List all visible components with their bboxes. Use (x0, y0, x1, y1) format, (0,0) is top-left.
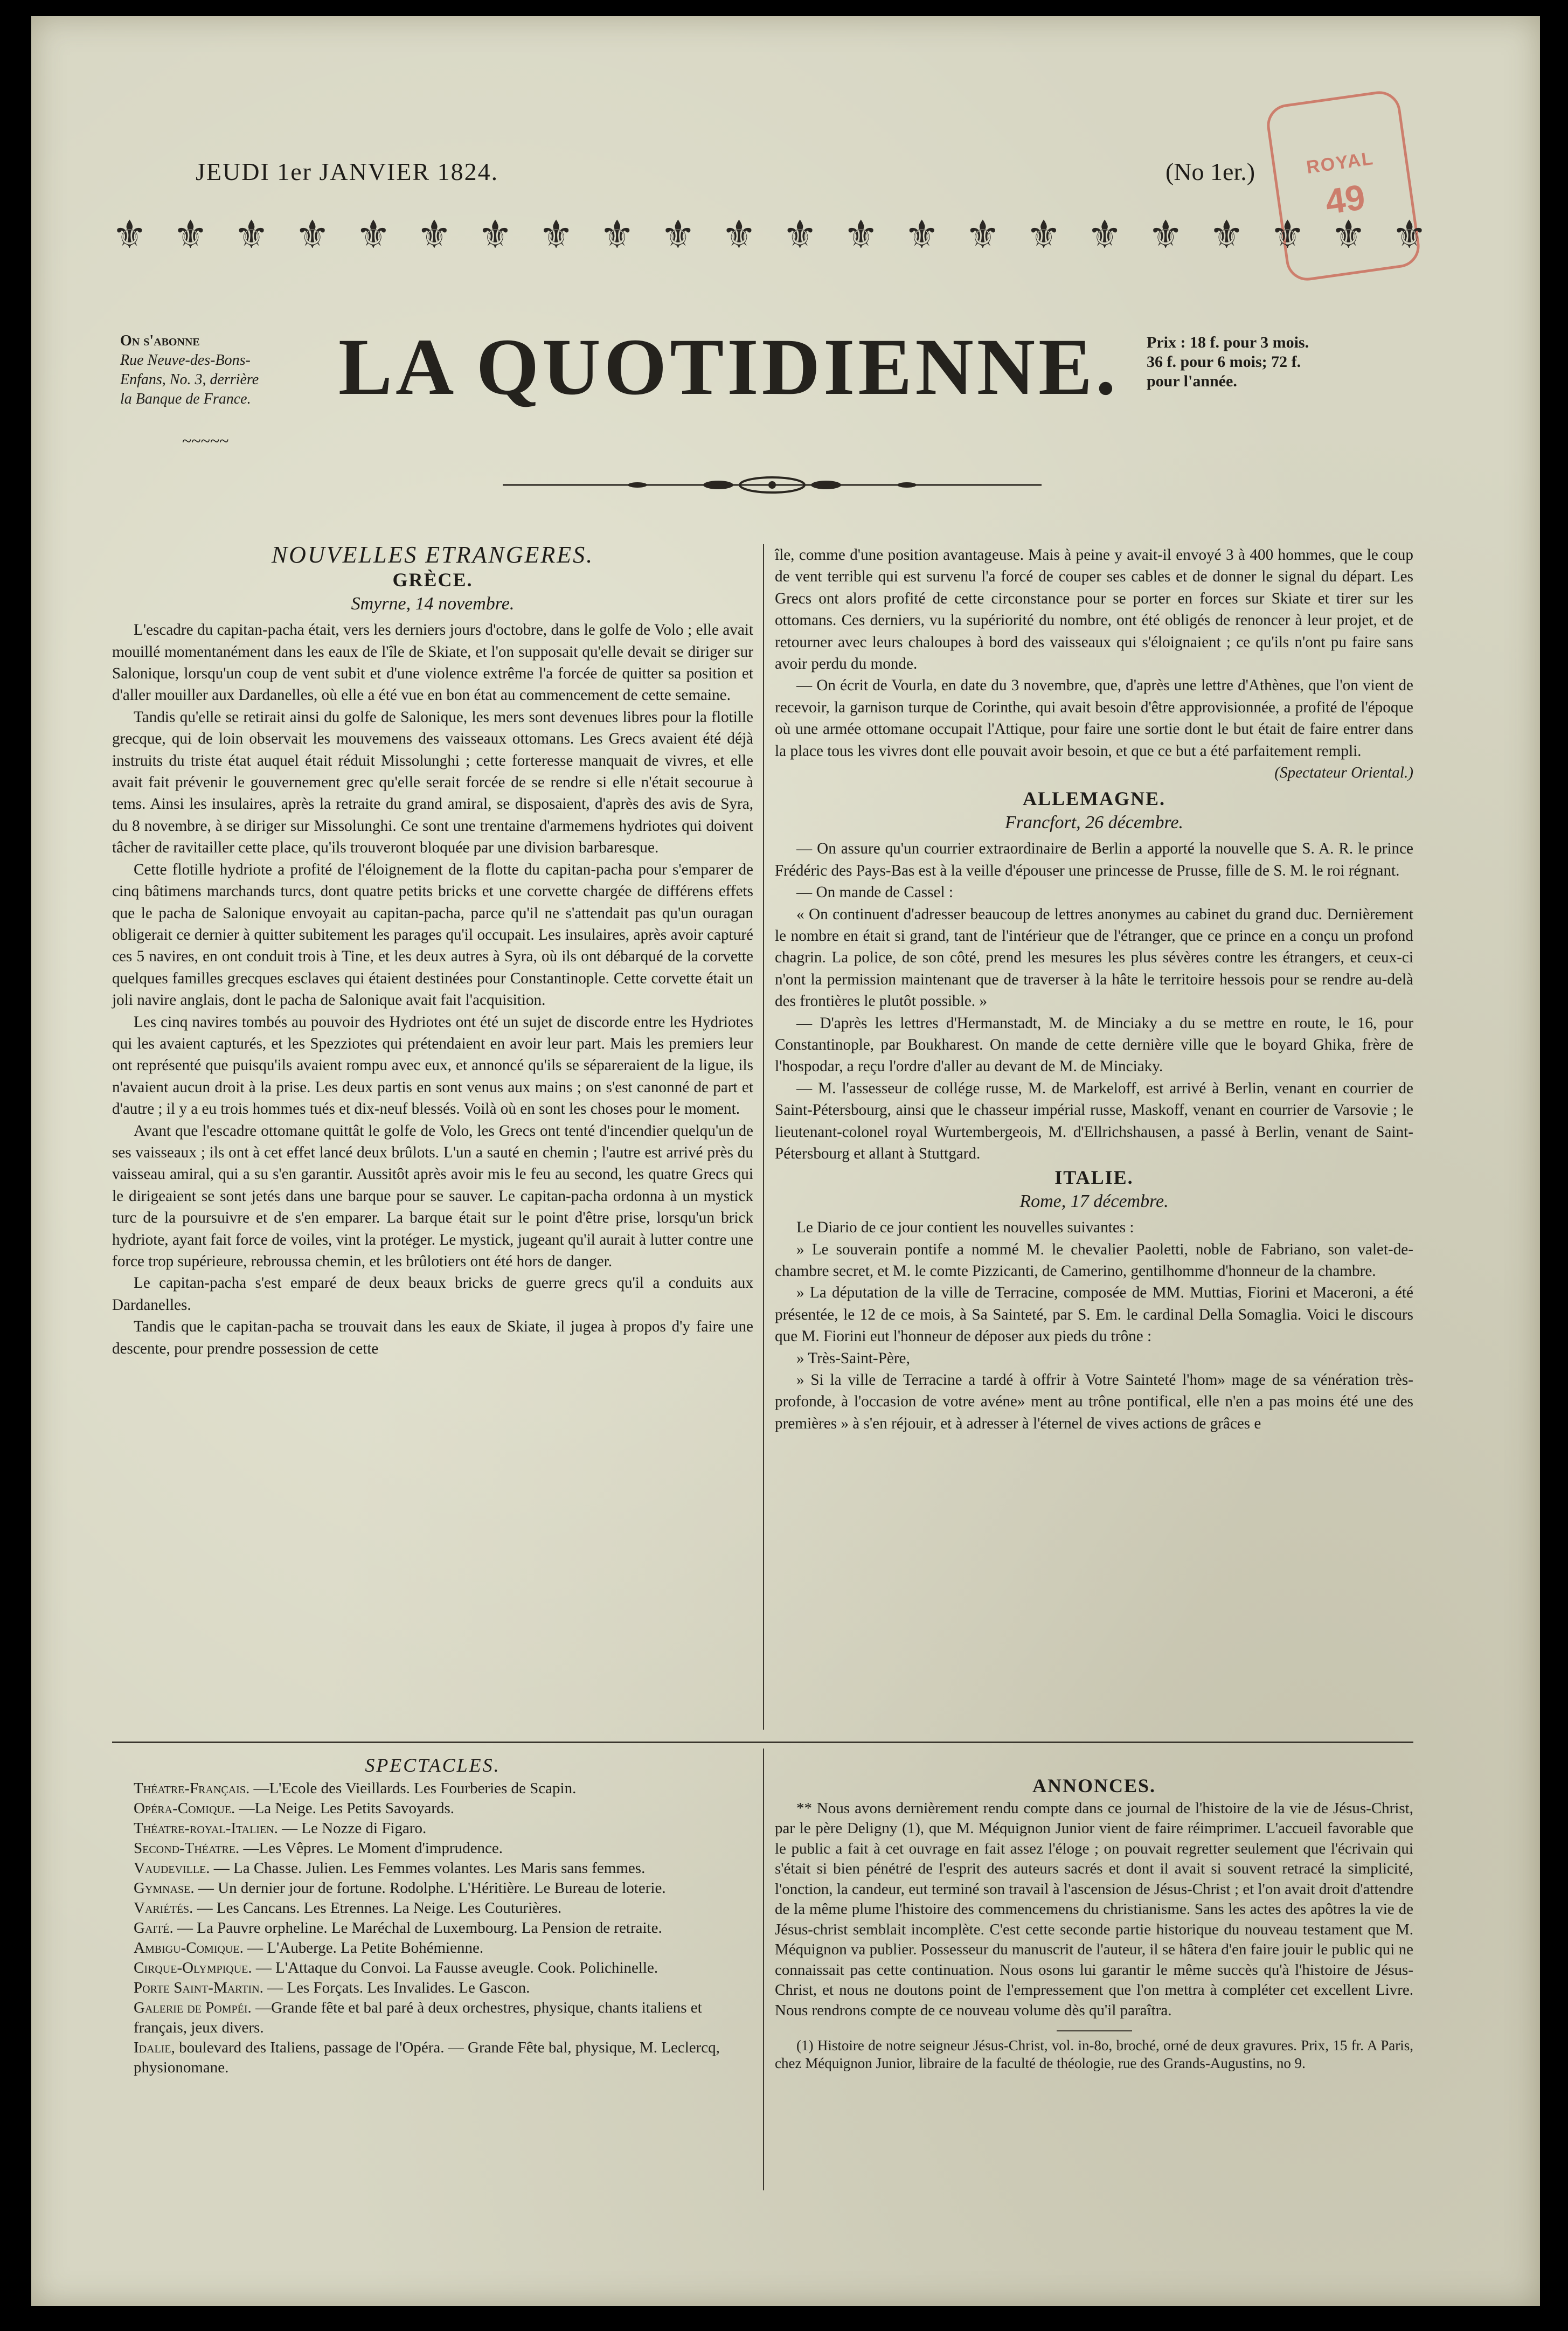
dateline: JEUDI 1er JANVIER 1824. (196, 158, 499, 185)
country-heading: ITALIE. (1054, 1167, 1134, 1189)
article-paragraph: île, comme d'une position avantageuse. Mais à peine y avait-il envoyé 3 à 400 hommes, que le coup de vent terrible qui est survenu l'a forcé de couper ses cables et de donner le signal du départ. Les Grecs ont alors profité de cette circonstance pour se porter en forces sur Skiate et tirer sur les ottomans. Ces derniers, vu la supériorité du nombre, ont été obligés de renoncer à leur projet, et de retourner avec leurs chaloupes à bord des vaisseaux qui s'éloignaient ; ce qu'ils n'ont pu faire sans avoir perdu du monde. (775, 546, 1413, 673)
abonne-line: la Banque de France. (120, 391, 251, 407)
spectacle-entry (112, 1958, 753, 1978)
country-heading: GRÈCE. (392, 569, 473, 591)
fleur-de-lis-icon: ⚜ (234, 212, 269, 257)
subscription-address (120, 331, 303, 409)
spectacle-entry (112, 1799, 753, 1819)
article-paragraph: » Le souverain pontife a nommé M. le chevalier Paoletti, noble de Fabriano, son valet-de-chambre secret, et M. le comte Pizzicanti, de Camerino, gentilhomme d'honneur de la chambre. (775, 1240, 1413, 1280)
masthead-title: LA QUOTIDIENNE. (338, 322, 1119, 412)
abonne-line: Rue Neuve-des-Bons- (120, 352, 251, 369)
theatre-name: Théatre-royal-Italien. (134, 1820, 278, 1837)
theatre-program: — Les Forçats. Les Invalides. Le Gascon. (267, 1979, 530, 1996)
spectacle-entry (112, 1858, 753, 1878)
theatre-name: Ambigu-Comique. (134, 1939, 244, 1957)
theatre-program: — Le Nozze di Figaro. (282, 1820, 427, 1837)
article-paragraph: Tandis que le capitan-pacha se trouvait dans les eaux de Skiate, il jugea à propos d'y faire une descente, pour prendre possession de cette (112, 1318, 753, 1357)
fleur-de-lis-icon: ⚜ (356, 212, 391, 257)
fleur-de-lis-icon: ⚜ (843, 212, 878, 257)
fleur-de-lis-icon: ⚜ (782, 212, 817, 257)
place-dateline: Smyrne, 14 novembre. (351, 593, 515, 614)
article-paragraph: » Si la ville de Terracine a tardé à offrir à Votre Sainteté l'hom» mage de sa vénération très-profonde, à l'occasion de votre avéne» ment au trône pontifical, elle n'en a pas moins été une des premières » à s'en réjouir, et à adresser à l'éternel de vives actions de grâces e (775, 1371, 1413, 1432)
spectacle-entry (112, 1978, 753, 1998)
spectacles-listing (112, 1756, 753, 2078)
theatre-name: Galerie de Pompéi. (134, 1999, 252, 2016)
annonce-footnote: (1) Histoire de notre seigneur Jésus-Christ, vol. in-8o, broché, orné de deux gravures. Prix, 15 fr. A Paris, chez Méquignon Junior, libraire de la faculté de théologie, rue des Grands-Augustins, no 9. (775, 2037, 1413, 2071)
article-paragraph: — D'après les lettres d'Hermanstadt, M. de Minciaky a du se mettre en route, le 16, pour Constantinople, par Boukharest. On mande de cette dernière ville que le boyard Ghika, frère de l'hospodar, a reçu l'ordre d'aller au devant de M. de Minciaky. (775, 1014, 1413, 1076)
abonne-line: Enfans, No. 3, derrière (120, 371, 259, 388)
spectacle-entry (112, 2038, 753, 2078)
theatre-program: — Un dernier jour de fortune. Rodolphe. L'Héritière. Le Bureau de loterie. (198, 1879, 666, 1897)
place-dateline: Francfort, 26 décembre. (1004, 812, 1184, 832)
theatre-program: boulevard des Italiens, passage de l'Opéra. — Grande Fête bal, physique, M. Leclercq, physionomane. (134, 2039, 720, 2076)
section-rule (112, 1742, 1413, 1743)
theatre-program: — La Chasse. Julien. Les Femmes volantes. Les Maris sans femmes. (213, 1860, 646, 1877)
fleur-de-lis-icon: ⚜ (1148, 212, 1183, 257)
price-line: Prix : 18 f. pour 3 mois. (1147, 334, 1309, 351)
spectacles-list (112, 1779, 753, 2078)
subscription-price (1147, 333, 1405, 391)
article-paragraph: — On écrit de Vourla, en date du 3 novembre, que, d'après une lettre d'Athènes, que l'on vient de recevoir, la garnison turque de Corinthe, qui avait besoin d'être approvisionnée, a profité de l'époque où une armée ottomane occupait l'Attique, pour faire une sortie dont le but était de faire entrer dans la place tous les vivres dont elle pouvait avoir besoin, et que ce but a été parfaitement rempli. (775, 677, 1413, 760)
theatre-program: —La Neige. Les Petits Savoyards. (239, 1800, 455, 1817)
article-paragraph: Tandis qu'elle se retirait ainsi du golfe de Salonique, les mers sont devenues libres pour la flotille grecque, qui de loin observait les mouvemens des vaisseaux ottomans. Les Grecs avaient été déjà instruits du triste état auquel était réduit Missolunghi ; cette forteresse manquait de vivres, et elle avait fait prévenir le gouvernement grec qu'elle serait forcée de se rendre si elle n'était secourue à tems. Ainsi les insulaires, après la retraite du grand amiral, se disposaient, d'après des avis de Syra, du 8 novembre, à se diriger sur Missolunghi. Ce sont une trentaine d'armemens hydriotes qui doivent tâcher de ravitailler cette place, qu'ils trouveront bloquée par une division barbaresque. (112, 708, 753, 857)
column-rule (763, 544, 764, 1730)
section-heading: NOUVELLES ETRANGERES. (271, 542, 594, 568)
article-paragraph: » Très-Saint-Père, (796, 1349, 910, 1367)
fleur-de-lis-icon: ⚜ (295, 212, 330, 257)
left-column (112, 544, 753, 1359)
annonces-heading: ANNONCES. (1032, 1775, 1156, 1796)
article-paragraph: Le capitan-pacha s'est emparé de deux beaux bricks de guerre grecs qu'il a conduits aux Dardanelles. (112, 1274, 753, 1314)
article-paragraph: Cette flotille hydriote a profité de l'éloignement de la flotte du capitan-pacha pour s'emparer de cinq bâtimens marchands turcs, dont quatre petits bricks et une corvette chargée de différens effets que le pacha de Salonique envoyait au capitan-pacha, parce qu'il ne s'attendait pas qu'un ouragan obligerait ce dernier à quitter subitement les parages qu'il occupait. Les insulaires, après avoir capturé ces 5 navires, en ont conduit trois à Tine, et les deux autres à Syra, où ils ont débarqué de la corvette quelques familles grecques esclaves qui étaient destinées pour Constantinople. Cette corvette était un joli navire anglais, dont le pacha de Salonique avait fait l'acquisition. (112, 861, 753, 1009)
issue-number: (No 1er.) (1165, 158, 1255, 185)
article-paragraph: L'escadre du capitan-pacha était, vers les derniers jours d'octobre, dans le golfe de Volo ; elle avait mouillé momentanément dans les eaux de l'île de Skiate, et l'on supposait qu'elle devait se diriger sur Salonique, lorsqu'un coup de vent subit et d'une violence extrême l'a forcée de quitter sa position et d'aller mouiller aux Dardanelles, où elle a été vue en bon état au commencement de cette semaine. (112, 621, 753, 704)
theatre-name: Variétés. (134, 1899, 193, 1917)
fleur-de-lis-icon: ⚜ (1209, 212, 1244, 257)
right-column (775, 544, 1413, 1434)
fleur-de-lis-icon: ⚜ (660, 212, 696, 257)
article-paragraph: Le Diario de ce jour contient les nouvelles suivantes : (796, 1219, 1134, 1237)
fleur-de-lis-icon: ⚜ (1270, 212, 1305, 257)
stamp-number: 49 (1322, 176, 1368, 222)
spectacle-entry (112, 1779, 753, 1799)
theatre-name: Opéra-Comique. (134, 1800, 235, 1817)
theatre-name: Vaudeville. (134, 1860, 210, 1877)
spectacle-entry (112, 1938, 753, 1958)
spectacle-entry (112, 1998, 753, 2038)
fleur-de-lis-border (112, 210, 1427, 259)
article-paragraph: — On mande de Cassel : (796, 884, 954, 901)
fleur-de-lis-icon: ⚜ (965, 212, 1001, 257)
abonne-lead: On s'abonne (120, 332, 200, 349)
theatre-program: — Les Cancans. Les Etrennes. La Neige. Les Couturières. (197, 1899, 562, 1917)
column-rule (763, 1749, 764, 2190)
fleur-de-lis-icon: ⚜ (173, 212, 208, 257)
spectacle-entry (112, 1898, 753, 1918)
theatre-name: Théatre-Français. (134, 1780, 250, 1797)
fleur-de-lis-icon: ⚜ (1392, 212, 1427, 257)
article-paragraph: — On assure qu'un courrier extraordinaire de Berlin a apporté la nouvelle que S. A. R. le prince Frédéric des Pays-Bas est à la veille d'épouser une princesse de Prusse, fille de S. M. le roi régnant. (775, 840, 1413, 879)
newspaper-page (31, 16, 1540, 2306)
country-heading: ALLEMAGNE. (1022, 788, 1166, 810)
spectacle-entry (112, 1819, 753, 1839)
theatre-name: Gymnase. (134, 1879, 195, 1897)
fleur-de-lis-icon: ⚜ (538, 212, 574, 257)
masthead-ornament-rule (503, 474, 1042, 496)
price-line: 36 f. pour 6 mois; 72 f. (1147, 353, 1301, 371)
spectacles-heading: SPECTACLES. (365, 1754, 501, 1776)
fleur-de-lis-icon: ⚜ (599, 212, 635, 257)
fleur-de-lis-icon: ⚜ (417, 212, 452, 257)
article-paragraph: « On continuent d'adresser beaucoup de lettres anonymes au cabinet du grand duc. Dernièrement le nombre en était si grand, tant de l'intérieur que de l'étranger, que ce prince en a conçu un profond chagrin. La police, de son côté, prend les mesures les plus sévères contre les étrangers, et ceux-ci n'ont la permission maintenant que de traverser à la hâte le territoire hessois pour se rendre au-delà des frontières le plutôt possible. » (775, 905, 1413, 1010)
fleur-de-lis-icon: ⚜ (1331, 212, 1366, 257)
spectacle-entry (112, 1878, 753, 1898)
theatre-program: — La Pauvre orpheline. Le Maréchal de Luxembourg. La Pension de retraite. (177, 1919, 662, 1937)
fleur-de-lis-icon: ⚜ (1026, 212, 1061, 257)
theatre-program: —L'Ecole des Vieillards. Les Fourberies de Scapin. (253, 1780, 577, 1797)
squiggle-ornament: ~~~~~ (182, 431, 229, 450)
article-paragraph: Les cinq navires tombés au pouvoir des Hydriotes ont été un sujet de discorde entre les Hydriotes qui les avaient capturés, et les Spezziotes qui prétendaient en avoir leur part. Mais les premiers leur ont représenté que puisqu'ils avaient rompu avec eux, et annoncé qu'ils se sépareraient de la ligue, ils n'avaient aucun droit à la prise. Les deux partis en sont venus aux mains ; on s'est canonné de part et d'autre ; il y a eu trois hommes tués et dix-neuf blessés. Voilà où en sont les choses pour le moment. (112, 1013, 753, 1118)
theatre-name: Porte Saint-Martin. (134, 1979, 263, 1996)
theatre-program: —Les Vêpres. Le Moment d'imprudence. (243, 1840, 503, 1857)
fleur-de-lis-icon: ⚜ (1087, 212, 1122, 257)
annonces-section (775, 1774, 1413, 2072)
annonce-text: ** Nous avons dernièrement rendu compte dans ce journal de l'histoire de la vie de Jésus-Christ, par le père Deligny (1), que M. Méquignon Junior vient de faire réimprimer. L'accueil favorable que le public a fait à cet ouvrage en fait assez l'éloge ; on pouvait regretter seulement que l'écrivain qui s'était si bien pénétré de l'esprit des auteurs sacrés et dont il avait si souvent retracé la simplicité, l'onction, la candeur, eut terminé son travail à l'ascension de Jésus-Christ ; et l'on avait droit d'attendre de la même plume l'histoire des commencemens du christianisme. Sans les actes des apôtres la vie de Jésus-christ semblait incomplète. C'est cette seconde partie historique du nouveau testament que M. Méquignon va publier. Possesseur du manuscrit de l'auteur, il se hâtera d'en faire jouir le public qui ne connaissait pas cette continuation. Nous osons lui garantir le même succès qu'à l'histoire de Jésus-Christ, et nous ne doutons point de l'empressement que l'on mettra à compléter cet excellent Livre. Nous rendrons compte de ce nouveau volume dès qu'il paraîtra. (775, 1799, 1413, 2019)
fleur-de-lis-icon: ⚜ (904, 212, 939, 257)
stamp-text: ROYAL (1305, 148, 1375, 178)
theatre-program: — L'Attaque du Convoi. La Fausse aveugle. Cook. Polichinelle. (255, 1959, 658, 1976)
article-paragraph: » La députation de la ville de Terracine, composée de MM. Muttias, Fiorini et Maceroni, a été présentée, le 12 de ce mois, à Sa Sainteté, par S. Em. le cardinal Della Somaglia. Voici le discours que M. Fiorini eut l'honneur de déposer aux pieds du trône : (775, 1284, 1413, 1345)
price-line: pour l'année. (1147, 372, 1237, 390)
theatre-name: Idalie, (134, 2039, 175, 2056)
article-paragraph: — M. l'assesseur de collége russe, M. de Markeloff, est arrivé à Berlin, venant en courrier de Saint-Pétersbourg, ainsi que le chasseur impérial russe, Maskoff, venant en courrier de Varsovie ; le lieutenant-colonel royal Wurtembergeois, M. d'Ellrichshausen, a passé à Berlin, venant de Saint-Pétersbourg et allant à Stuttgard. (775, 1079, 1413, 1162)
theatre-program: — L'Auberge. La Petite Bohémienne. (247, 1939, 484, 1957)
fleur-de-lis-icon: ⚜ (721, 212, 757, 257)
fleur-de-lis-icon: ⚜ (112, 212, 147, 257)
theatre-name: Gaité. (134, 1919, 174, 1937)
spectacle-entry (112, 1839, 753, 1858)
place-dateline: Rome, 17 décembre. (1019, 1191, 1169, 1211)
theatre-name: Second-Théatre. (134, 1840, 240, 1857)
spectacle-entry (112, 1918, 753, 1938)
article-paragraph: Avant que l'escadre ottomane quittât le golfe de Volo, les Grecs ont tenté d'incendier quelqu'un de ses vaisseaux ; ils ont à cet effet lancé deux brûlots. L'un a sauté en chemin ; l'autre est arrivé près du vaisseau amiral, qui a su s'en garantir. Aussitôt après avoir mis le feu au second, les quatre Grecs qui le dirigeaient se sont jetés dans une barque pour se sauver. Le capitan-pacha ordonna à un mystick turc de la poursuivre et de s'en emparer. La barque était sur le point d'être prise, lorsqu'un brick hydriote, ayant fait force de voiles, vint la protéger. Le mystick, jugeant qu'il aurait à lutter contre une force trop supérieure, rebroussa chemin, et les brûlotiers ont été hors de danger. (112, 1122, 753, 1270)
theatre-program: —Grande fête et bal paré à deux orchestres, physique, chants italiens et français, jeux divers. (134, 1999, 702, 2036)
footnote-rule (1057, 2030, 1132, 2031)
fleur-de-lis-icon: ⚜ (477, 212, 513, 257)
theatre-name: Cirque-Olympique. (134, 1959, 252, 1976)
source-credit: (Spectateur Oriental.) (1274, 764, 1413, 782)
